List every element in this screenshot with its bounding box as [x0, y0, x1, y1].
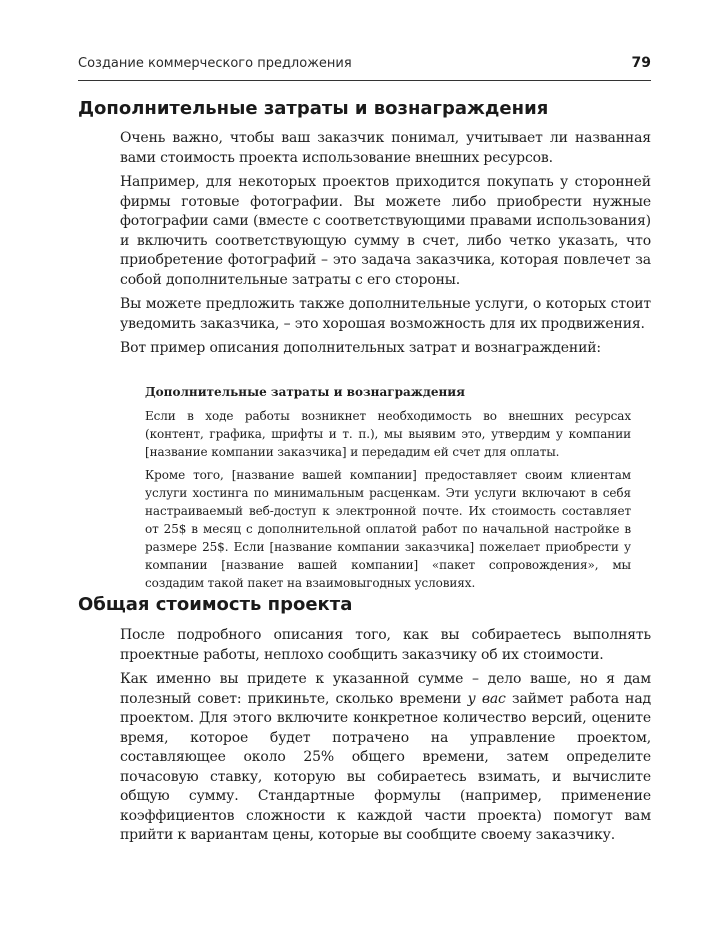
- example-title: Дополнительные затраты и вознаграждения: [145, 385, 466, 399]
- section-body-additional-costs: [120, 129, 651, 364]
- example-paragraph: Если в ходе работы возникнет необходимость во внешних ресурсах (контент, графика, шрифты и т. п.), мы выявим это, утвердим у компании [название компании заказчика] и передадим ей счет для оплаты.: [145, 409, 631, 459]
- paragraph: Вы можете предложить также дополнительные услуги, о которых стоит уведомить заказчика, – это хорошая возможность для их продвижения.: [120, 296, 651, 332]
- paragraph-text: займет работа над проектом. Для этого включите конкретное количество версий, оцените время, которое будет потрачено на управление проектом, составляющее около 25% общего времени, затем определите почасовую ставку, которую вы собираетесь взимать, и вычислите общую сумму. Стандартные формулы (например, применение коэффициентов сложности к каждой части проекта) помогут вам прийти к вариантам цены, которые вы сообщите своему заказчику.: [120, 690, 651, 843]
- page-header: [78, 56, 651, 78]
- section-body-total-cost: [120, 626, 651, 851]
- section-heading-total-cost: Общая стоимость проекта: [78, 594, 353, 615]
- section-heading-additional-costs: Дополнительные затраты и вознаграждения: [78, 98, 549, 119]
- paragraph: [120, 670, 651, 846]
- page-number: 79: [631, 55, 651, 71]
- emphasis-text: у вас: [467, 690, 506, 707]
- running-title: Создание коммерческого предложения: [78, 56, 352, 71]
- paragraph: Вот пример описания дополнительных затрат и вознаграждений:: [120, 340, 601, 356]
- example-block: [145, 383, 631, 597]
- paragraph-text: Как именно вы придете к указанной сумме – дело ваше, но я дам полезный совет: прикиньте, сколько времени: [120, 671, 651, 707]
- paragraph: После подробного описания того, как вы собираетесь выполнять проектные работы, неплохо сообщить заказчику об их стоимости.: [120, 627, 651, 663]
- paragraph: Очень важно, чтобы ваш заказчик понимал, учитывает ли названная вами стоимость проекта использование внешних ресурсов.: [120, 130, 651, 166]
- header-rule: [78, 80, 651, 81]
- example-paragraph: Кроме того, [название вашей компании] предоставляет своим клиентам услуги хостинга по минимальным расценкам. Эти услуги включают в себя настраиваемый веб-доступ к электронной почте. Их стоимость составляет от 25$ в месяц с дополнительной оплатой работ по начальной настройке в размере 25$. Если [название компании заказчика] пожелает приобрести у компании [название вашей компании] «пакет сопровождения», мы создадим такой пакет на взаимовыгодных условиях.: [145, 468, 631, 590]
- paragraph: Например, для некоторых проектов приходится покупать у сторонней фирмы готовые фотографии. Вы можете либо приобрести нужные фотографии сами (вместе с соответствующими правами использования) и включить соответствующую сумму в счет, либо четко указать, что приобретение фотографий – это задача заказчика, которая повлечет за собой дополнительные затраты с его стороны.: [120, 174, 651, 288]
